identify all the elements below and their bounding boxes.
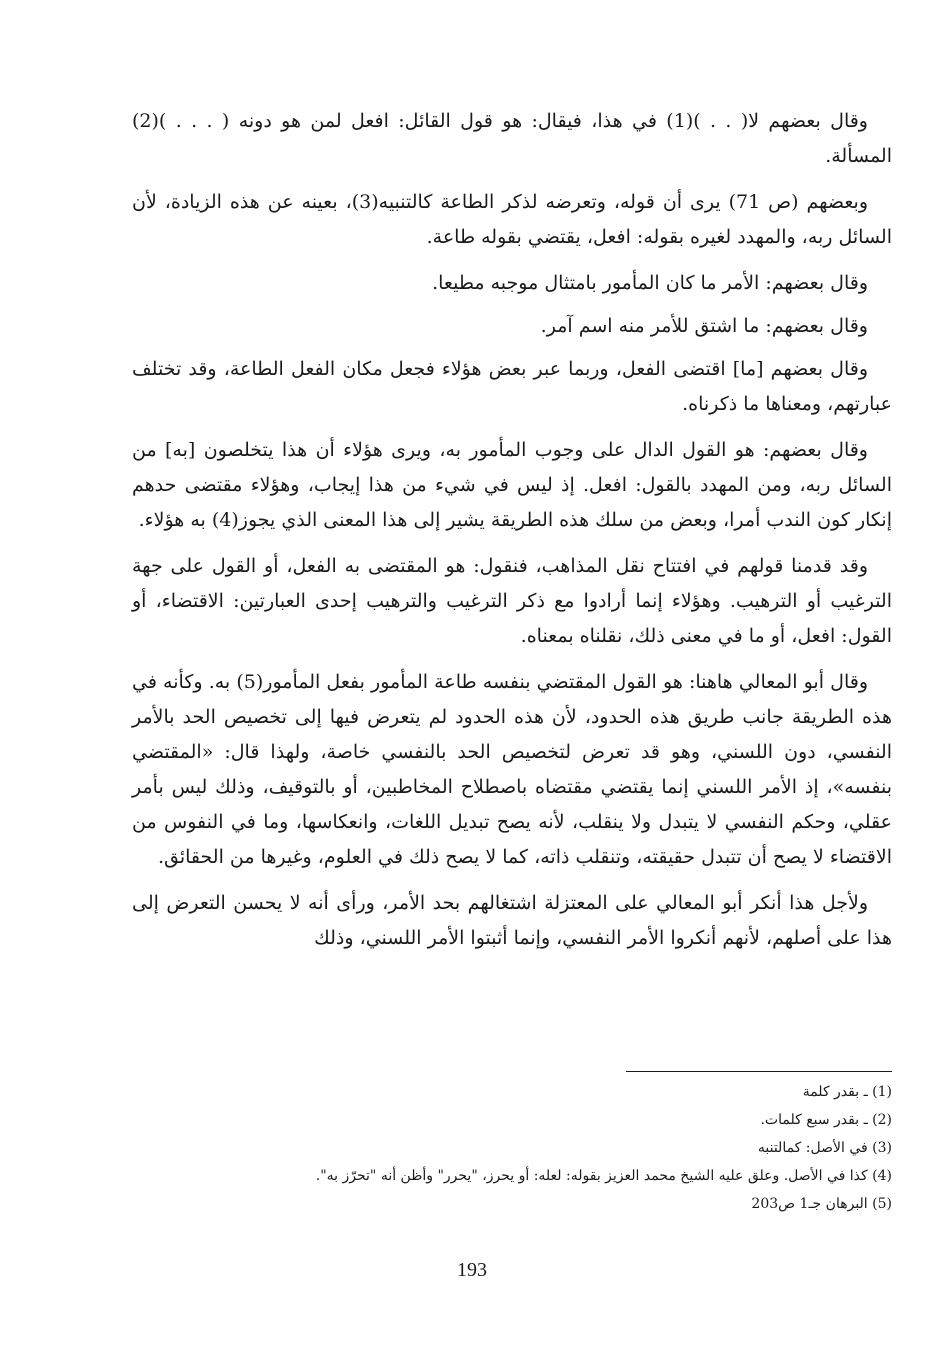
main-text-block [132,104,892,967]
footnotes-block [160,1078,892,1218]
paragraph-5: وقال بعضهم [ما] اقتضى الفعل، وربما عبر بعض هؤلاء فجعل مكان الفعل الطاعة، وقد تختلف عبارتهم، ومعناها ما ذكرناه. [132,358,892,415]
paragraph-3: وقال بعضهم: الأمر ما كان المأمور بامتثال موجبه مطيعا. [432,272,868,294]
paragraph-7: وقد قدمنا قولهم في افتتاح نقل المذاهب، فنقول: هو المقتضى به الفعل، أو القول على جهة الترغيب أو الترهيب. وهؤلاء إنما أرادوا مع ذكر الترغيب والترهيب إحدى العبارتين: الاقتضاء، أو القول: افعل، أو ما في معنى ذلك، نقلناه بمعناه. [132,555,892,647]
footnote-4: (4) كذا في الأصل. وعلق عليه الشيخ محمد العزيز بقوله: لعله: أو يحرز، "يحرر" وأظن أنه "تحرّز به". [315,1168,892,1184]
paragraph-8: وقال أبو المعالي هاهنا: هو القول المقتضي بنفسه طاعة المأمور بفعل المأمور(5) به. وكأنه في هذه الطريقة جانب طريق هذه الحدود، لأن هذه الحدود لم يتعرض فيها إلى تخصيص الحد بالأمر النفسي، دون اللسني، وهو قد تعرض لتخصيص الحد بالنفسي خاصة، ولهذا قال: «المقتضي بنفسه»، إذ الأمر اللسني إنما يقتضي مقتضاه باصطلاح المخاطبين، أو بالتوقيف، وذلك ليس بأمر عقلي، وحكم النفسي لا يتبدل ولا ينقلب، لأنه يصح تبديل اللغات، وانعكاسها، وما في النفوس من الاقتضاء لا يصح أن تتبدل حقيقته، وتنقلب ذاته، كما لا يصح ذلك في العلوم، وغيرها من الحقائق. [132,671,892,868]
footnote-1: (1) ـ بقدر كلمة [802,1084,892,1100]
footnote-2: (2) ـ بقدر سبع كلمات. [760,1112,892,1128]
footnote-5: (5) البرهان جـ1 ص203 [751,1196,892,1212]
page-number: 193 [457,1259,487,1281]
paragraph-4: وقال بعضهم: ما اشتق للأمر منه اسم آمر. [540,315,868,337]
paragraph-9: ولأجل هذا أنكر أبو المعالي على المعتزلة اشتغالهم بحد الأمر، ورأى أنه لا يحسن التعرض إلى هذا على أصلهم، لأنهم أنكروا الأمر النفسي، وإنما أثبتوا الأمر اللسني، وذلك [132,892,892,949]
paragraph-1: وقال بعضهم لا( . . )(1) في هذا، فيقال: هو قول القائل: افعل لمن هو دونه ( . . . )(2) المسألة. [132,110,892,167]
footnote-separator [626,1071,892,1072]
paragraph-6: وقال بعضهم: هو القول الدال على وجوب المأمور به، ويرى هؤلاء أن هذا يتخلصون [به] من السائل ربه، ومن المهدد بالقول: افعل. إذ ليس في شيء من هذا إيجاب، وهؤلاء مقتضى حدهم إنكار كون الندب أمرا، وبعض من سلك هذه الطريقة يشير إلى هذا المعنى الذي يجوز(4) به هؤلاء. [132,439,892,531]
footnote-3: (3) في الأصل: كمالتنبه [757,1140,892,1156]
paragraph-2: وبعضهم (ص 71) يرى أن قوله، وتعرضه لذكر الطاعة كالتنبيه(3)، بعينه عن هذه الزيادة، لأن السائل ربه، والمهدد لغيره بقوله: افعل، يقتضي بقوله طاعة. [132,191,892,248]
